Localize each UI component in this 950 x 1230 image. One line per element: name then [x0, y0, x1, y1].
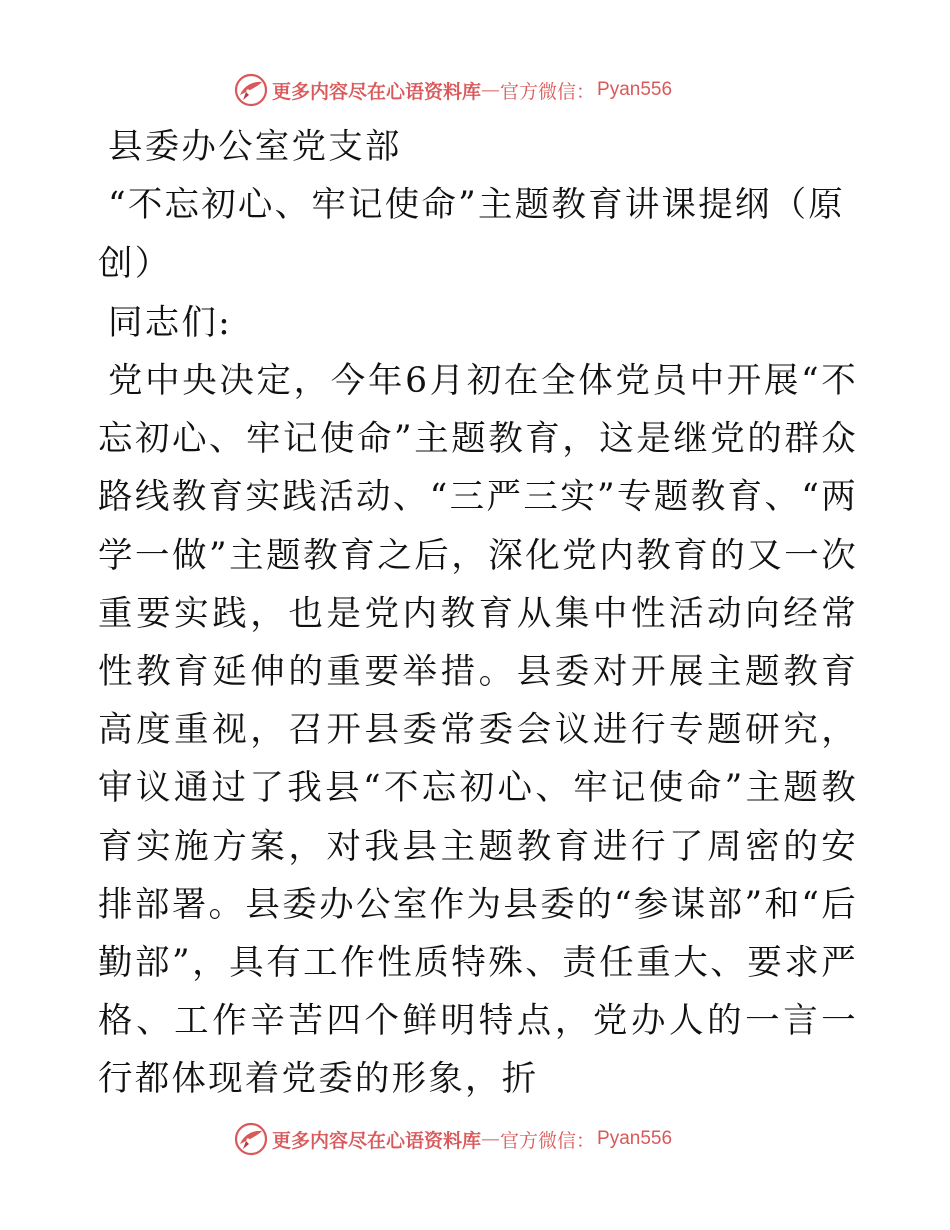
body-paragraph: 党中央决定，今年6月初在全体党员中开展“不忘初心、牢记使命”主题教育，这是继党的群众路线教育实践活动、“三严三实”专题教育、“两学一做”主题教育之后，深化党内教育的又一次重要实践，也是党内教育从集中性活动向经常性教育延伸的重要举措。县委对开展主题教育高度重视，召开县委常委会议进行专题研究，审议通过了我县“不忘初心、牢记使命”主题教育实施方案，对我县主题教育进行了周密的安排部署。县委办公室作为县委的“参谋部”和“后勤部”，具有工作性质特殊、责任重大、要求严格、工作辛苦四个鲜明特点，党办人的一言一行都体现着党委的形象，折 — [98, 361, 858, 1100]
organization-name: 县委办公室党支部 — [108, 127, 402, 167]
watermark-official-text: 官方微信： — [500, 1129, 596, 1152]
watermark-separator: — — [481, 79, 501, 101]
watermark-main-text: 更多内容尽在心语资料库 — [272, 80, 482, 103]
watermark-separator: — — [481, 1128, 501, 1150]
document-body — [98, 118, 858, 1109]
watermark-footer — [234, 1122, 672, 1156]
watermark-header — [234, 73, 672, 107]
watermark-wechat-id: Pyan556 — [597, 79, 673, 100]
watermark-wechat-id: Pyan556 — [597, 1128, 673, 1149]
pen-logo-icon — [234, 73, 268, 107]
pen-logo-icon — [234, 1122, 268, 1156]
watermark-main-text: 更多内容尽在心语资料库 — [272, 1129, 482, 1152]
watermark-official-text: 官方微信： — [500, 80, 596, 103]
salutation: 同志们: — [108, 303, 232, 343]
document-title: “不忘初心、牢记使命”主题教育讲课提纲（原创） — [98, 185, 845, 284]
